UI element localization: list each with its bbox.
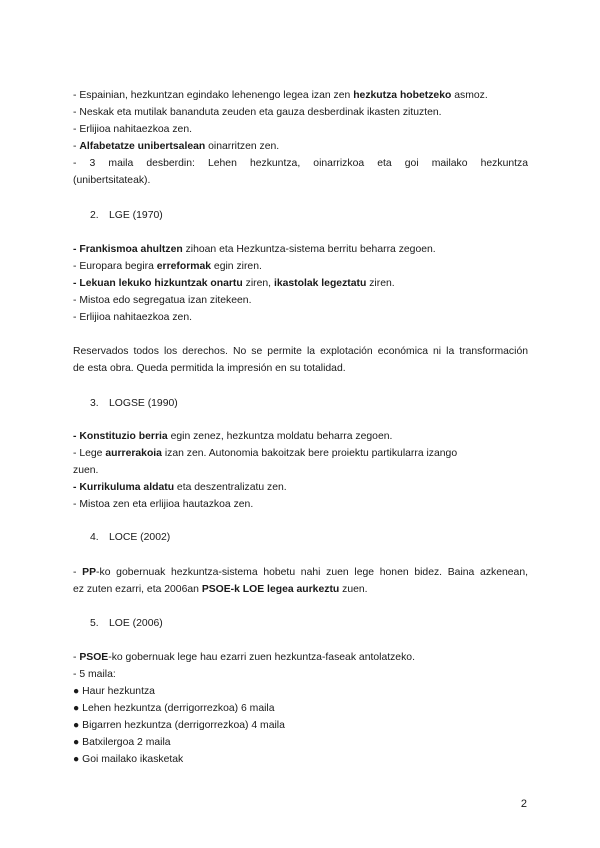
- section-heading: [90, 397, 178, 411]
- list-item: [73, 430, 528, 444]
- list-item: - Erlijioa nahitaezkoa zen.: [73, 124, 192, 135]
- section-title: LOCE (2002): [109, 532, 171, 543]
- list-item-bold-text: Alfabetatze unibertsalean: [79, 141, 206, 152]
- list-item: [73, 140, 528, 154]
- section-title: LOE (2006): [109, 618, 163, 629]
- list-item-text: ez zuten ezarri, eta 2006an: [73, 584, 202, 595]
- section-title: LOGSE (1990): [109, 398, 178, 409]
- copyright-notice-line: Reservados todos los derechos. No se permite la explotación económica ni la transformación: [73, 346, 528, 357]
- list-item: [73, 89, 528, 103]
- list-item: [73, 447, 528, 461]
- list-item: - 5 maila:: [73, 669, 116, 680]
- list-item-bold-text: - Frankismoa ahultzen: [73, 244, 183, 255]
- list-item-continuation: zuen.: [73, 465, 99, 476]
- list-item: - Mistoa edo segregatua izan zitekeen.: [73, 295, 252, 306]
- list-item: [73, 260, 528, 274]
- list-item-bold-text: hezkutza hobetzeko: [353, 90, 452, 101]
- list-item-text: izan zen. Autonomia bakoitzak bere proiektu partikularra izango: [161, 448, 458, 459]
- section-number: 5.: [90, 618, 99, 629]
- list-item: [73, 651, 528, 665]
- list-item-text: -: [73, 652, 80, 663]
- section-heading: [90, 209, 163, 223]
- list-item-text: oinarritzen zen.: [205, 141, 280, 152]
- section-heading: [90, 617, 163, 631]
- list-item-bold-text: PP: [82, 567, 97, 578]
- bullet-item: ● Goi mailako ikasketak: [73, 754, 184, 765]
- list-item-bold-text: - Lekuan lekuko hizkuntzak onartu: [73, 278, 243, 289]
- section-number: 4.: [90, 532, 99, 543]
- list-item-bold-text: - Konstituzio berria: [73, 431, 168, 442]
- bullet-item: ● Bigarren hezkuntza (derrigorrezkoa) 4 maila: [73, 720, 285, 731]
- list-item-text: - Lege: [73, 448, 106, 459]
- list-item-continuation: (unibertsitateak).: [73, 175, 151, 186]
- section-title: LGE (1970): [109, 210, 163, 221]
- page-number: 2: [520, 798, 527, 810]
- section-number: 2.: [90, 210, 99, 221]
- list-item-text: egin zenez, hezkuntza moldatu beharra zegoen.: [167, 431, 393, 442]
- list-item-text: zuen.: [339, 584, 368, 595]
- list-item-text: asmoz.: [451, 90, 488, 101]
- list-item: [73, 277, 528, 291]
- list-item-bold-text: erreformak: [156, 261, 212, 272]
- list-item-text: - Europara begira: [73, 261, 157, 272]
- list-item: [73, 566, 528, 580]
- bullet-item: ● Haur hezkuntza: [73, 686, 155, 697]
- list-item: [73, 481, 528, 495]
- copyright-notice-line: de esta obra. Queda permitida la impresión en su totalidad.: [73, 363, 346, 374]
- list-item-bold-text: - Kurrikuluma aldatu: [73, 482, 175, 493]
- list-item: - Neskak eta mutilak bananduta zeuden eta gauza desberdinak ikasten zituzten.: [73, 107, 442, 118]
- section-number: 3.: [90, 398, 99, 409]
- list-item-text: egin ziren.: [211, 261, 262, 272]
- list-item-text: eta deszentralizatu zen.: [174, 482, 287, 493]
- list-item: - Erlijioa nahitaezkoa zen.: [73, 312, 192, 323]
- list-item-text: -: [73, 141, 80, 152]
- section-heading: [90, 531, 170, 545]
- list-item-text: -: [73, 567, 83, 578]
- list-item-bold-text: aurrerakoia: [105, 448, 162, 459]
- bullet-item: ● Lehen hezkuntza (derrigorrezkoa) 6 maila: [73, 703, 275, 714]
- list-item-continuation: [73, 583, 528, 597]
- list-item: [73, 243, 528, 257]
- list-item-bold-text: PSOE: [79, 652, 109, 663]
- list-item-text: ziren.: [366, 278, 395, 289]
- list-item: - Mistoa zen eta erlijioa hautazkoa zen.: [73, 499, 254, 510]
- list-item-text: ziren,: [242, 278, 274, 289]
- bullet-item: ● Batxilergoa 2 maila: [73, 737, 171, 748]
- list-item-text: -ko gobernuak lege hau ezarri zuen hezkuntza-faseak antolatzeko.: [108, 652, 415, 663]
- list-item-bold-text: ikastolak legeztatu: [273, 278, 367, 289]
- list-item-text: - Espainian, hezkuntzan egindako lehenengo legea izan zen: [73, 90, 354, 101]
- list-item-bold-text: PSOE-k LOE legea aurkeztu: [201, 584, 340, 595]
- list-item: - 3 maila desberdin: Lehen hezkuntza, oinarrizkoa eta goi mailako hezkuntza: [73, 158, 528, 169]
- list-item-text: -ko gobernuak hezkuntza-sistema hobetu nahi zuen lege honen bidez. Baina azkenean,: [96, 567, 528, 578]
- list-item-text: zihoan eta Hezkuntza-sistema berritu beharra zegoen.: [182, 244, 436, 255]
